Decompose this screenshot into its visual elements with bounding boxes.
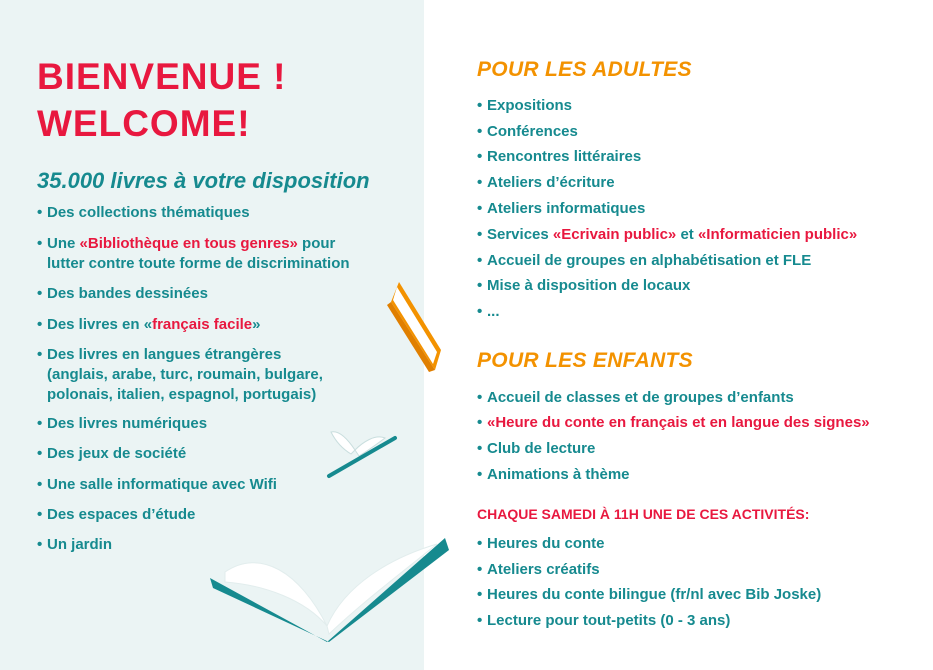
title-welcome-fr: BIENVENUE ! bbox=[37, 56, 287, 97]
list-item: • Animations à thème bbox=[477, 465, 630, 485]
list-item: • Des livres en «français facile» bbox=[37, 315, 260, 335]
orange-book-icon bbox=[385, 278, 450, 373]
list-item: • Ateliers informatiques bbox=[477, 199, 645, 219]
list-item: • Des collections thématiques bbox=[37, 203, 250, 223]
list-item: • Des bandes dessinées bbox=[37, 284, 208, 304]
collection-subtitle: 35.000 livres à votre disposition bbox=[37, 168, 370, 193]
list-item: • Des livres en langues étrangères (anglais, arabe, turc, roumain, bulgare, polonais, italien, espagnol, portugais) bbox=[37, 345, 323, 405]
list-item: • ... bbox=[477, 302, 500, 322]
list-item: • Des livres numériques bbox=[37, 414, 207, 434]
list-item: • Une salle informatique avec Wifi bbox=[37, 475, 277, 495]
list-item: • Heures du conte bbox=[477, 534, 605, 554]
title-welcome-en: WELCOME! bbox=[37, 103, 251, 144]
list-item: • Services «Ecrivain public» et «Informaticien public» bbox=[477, 225, 857, 245]
list-item: • Des jeux de société bbox=[37, 444, 186, 464]
list-item: • Conférences bbox=[477, 122, 578, 142]
list-item: • Club de lecture bbox=[477, 439, 595, 459]
open-book-icon bbox=[205, 530, 450, 645]
list-item: • Une «Bibliothèque en tous genres» pour lutter contre toute forme de discrimination bbox=[37, 234, 350, 274]
list-item: • Ateliers d’écriture bbox=[477, 173, 615, 193]
children-title: POUR LES ENFANTS bbox=[477, 349, 693, 372]
adults-title: POUR LES ADULTES bbox=[477, 58, 692, 81]
list-item: • Expositions bbox=[477, 96, 572, 116]
list-item: • «Heure du conte en français et en langue des signes» bbox=[477, 413, 870, 433]
list-item: • Accueil de groupes en alphabétisation et FLE bbox=[477, 251, 811, 271]
saturday-title: CHAQUE SAMEDI À 11H UNE DE CES ACTIVITÉS: bbox=[477, 506, 810, 522]
list-item: • Mise à disposition de locaux bbox=[477, 276, 690, 296]
list-item: • Ateliers créatifs bbox=[477, 560, 600, 580]
list-item: • Rencontres littéraires bbox=[477, 147, 641, 167]
flying-book-icon bbox=[325, 420, 400, 480]
list-item: • Un jardin bbox=[37, 535, 112, 555]
list-item: • Lecture pour tout-petits (0 - 3 ans) bbox=[477, 611, 730, 631]
list-item: • Des espaces d’étude bbox=[37, 505, 195, 525]
list-item: • Accueil de classes et de groupes d’enfants bbox=[477, 388, 794, 408]
list-item: • Heures du conte bilingue (fr/nl avec Bib Joske) bbox=[477, 585, 821, 605]
